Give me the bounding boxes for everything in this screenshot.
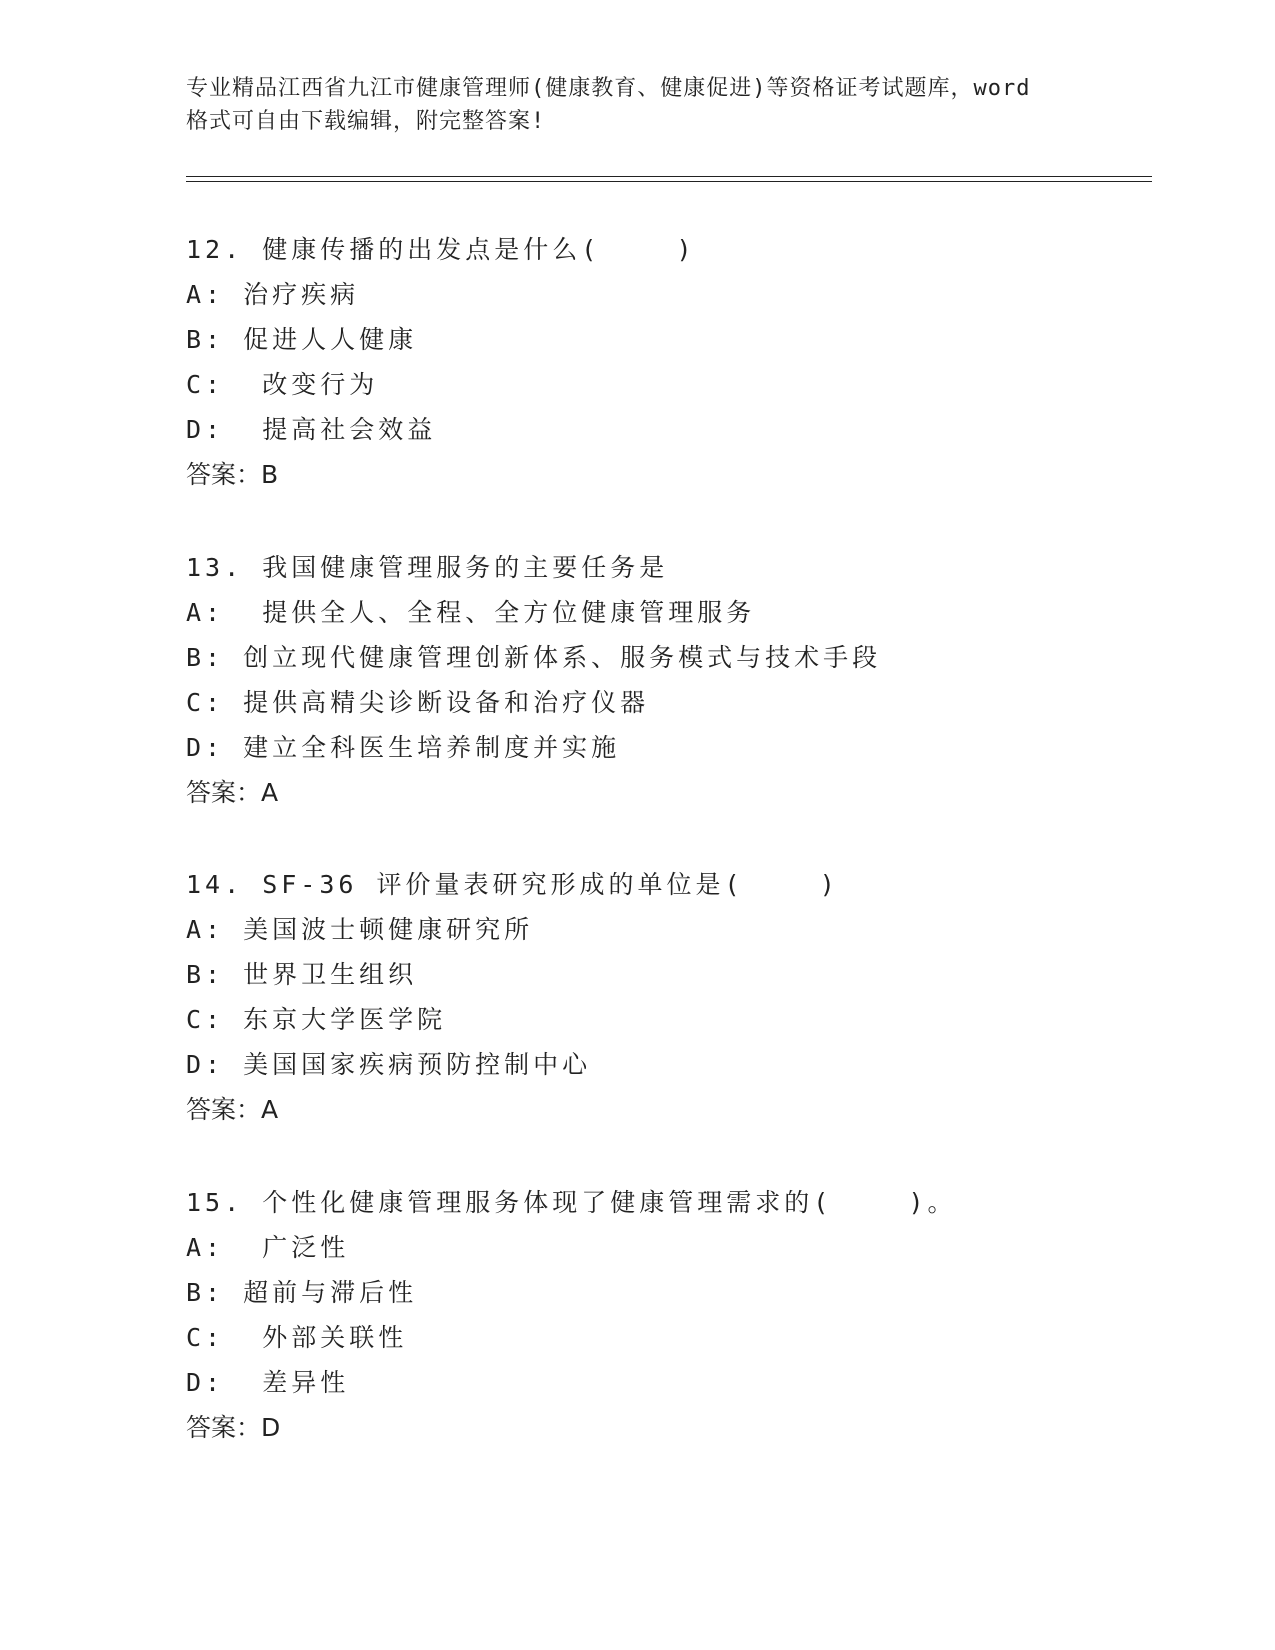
- option-a: A: 广泛性: [186, 1233, 350, 1262]
- question-14: [186, 862, 1146, 1132]
- header-line-1: 专业精品江西省九江市健康管理师(健康教育、健康促进)等资格证考试题库，word: [186, 76, 1031, 101]
- question-15: [186, 1180, 1146, 1450]
- question-12: [186, 227, 1146, 497]
- option-d: D: 建立全科医生培养制度并实施: [186, 733, 621, 762]
- option-a: A: 美国波士顿健康研究所: [186, 915, 534, 944]
- header-divider-bottom: [186, 181, 1152, 182]
- option-c: C: 改变行为: [186, 370, 379, 399]
- header-divider-top: [186, 176, 1152, 177]
- answer: 答案：D: [186, 1413, 281, 1442]
- option-d: D: 美国国家疾病预防控制中心: [186, 1050, 592, 1079]
- question-stem: 12. 健康传播的出发点是什么( ): [186, 235, 696, 264]
- header-line-2: 格式可自由下载编辑，附完整答案!: [186, 109, 546, 134]
- option-c: C: 外部关联性: [186, 1323, 408, 1352]
- question-stem: 15. 个性化健康管理服务体现了健康管理需求的( )。: [186, 1188, 957, 1217]
- option-d: D: 提高社会效益: [186, 415, 437, 444]
- answer: 答案：A: [186, 1095, 279, 1124]
- answer: 答案：A: [186, 778, 279, 807]
- option-a: A: 治疗疾病: [186, 280, 360, 309]
- option-b: B: 促进人人健康: [186, 325, 418, 354]
- option-c: C: 东京大学医学院: [186, 1005, 447, 1034]
- question-stem: 13. 我国健康管理服务的主要任务是: [186, 553, 669, 582]
- answer: 答案：B: [186, 460, 279, 489]
- option-b: B: 超前与滞后性: [186, 1278, 418, 1307]
- option-b: B: 创立现代健康管理创新体系、服务模式与技术手段: [186, 643, 882, 672]
- option-c: C: 提供高精尖诊断设备和治疗仪器: [186, 688, 650, 717]
- option-a: A: 提供全人、全程、全方位健康管理服务: [186, 598, 756, 627]
- option-d: D: 差异性: [186, 1368, 350, 1397]
- document-header: [186, 72, 1086, 138]
- question-stem: 14. SF-36 评价量表研究形成的单位是( ): [186, 870, 839, 899]
- option-b: B: 世界卫生组织: [186, 960, 418, 989]
- question-13: [186, 545, 1146, 815]
